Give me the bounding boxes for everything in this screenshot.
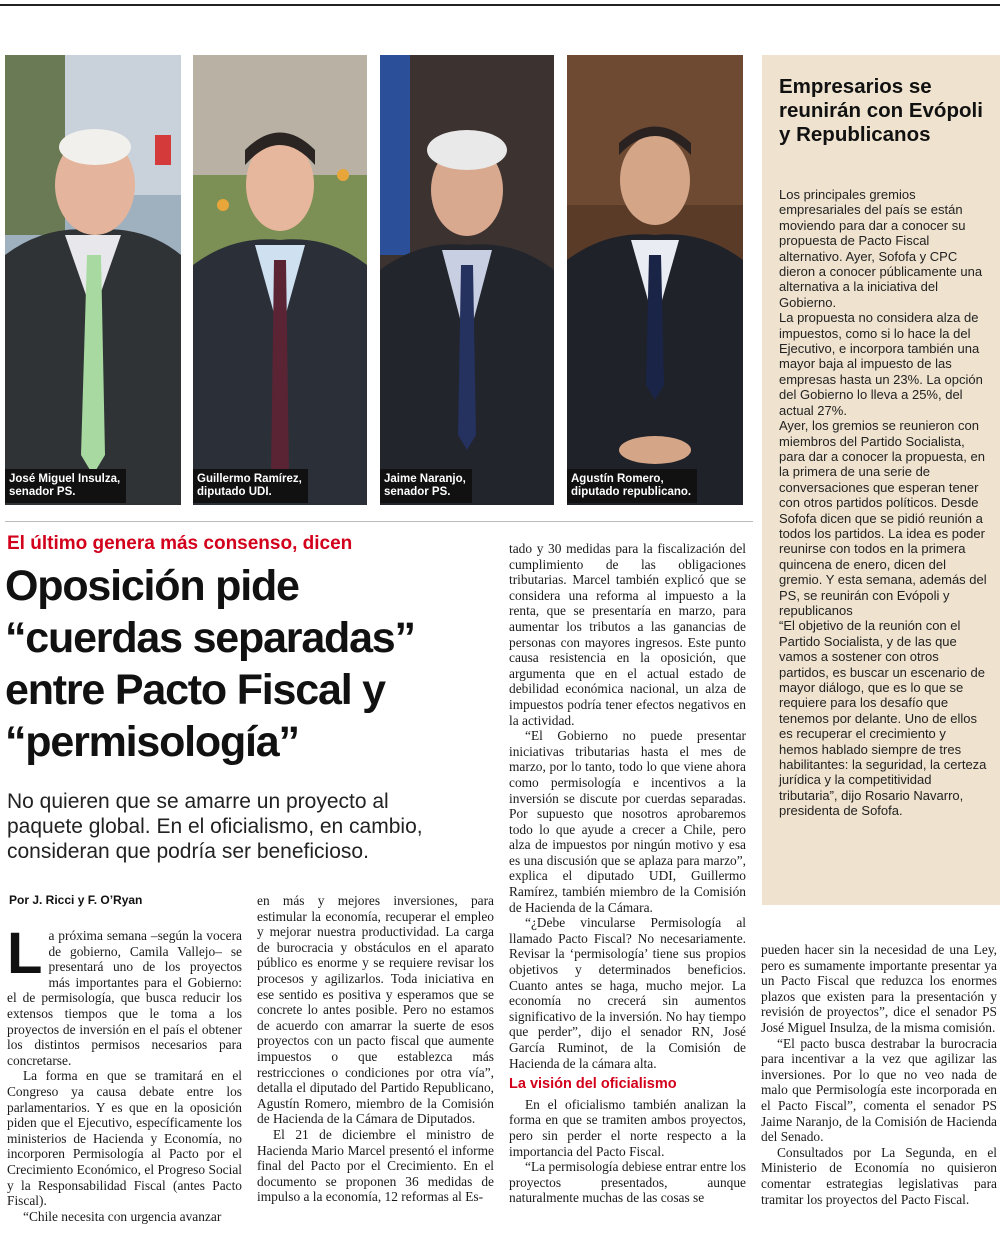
body-paragraph: en más y mejores inversiones, para estimular la economía, recuperar el empleo y mejorar nuestra productividad. La carga de burocracia y obstáculos en el aparato público es enorme y se requiere revisar los procesos y agilizarlos. Toda iniciativa en ese sentido es positiva y esperamos que se concrete lo antes posible. Pero no estamos de acuerdo con amarrar la suerte de esos proyectos con un pacto fiscal que aumente impuestos o que establezca más restricciones o condiciones por otra vía”, detalla el diputado del Partido Republicano, Agustín Romero, miembro de la Comisión de Hacienda de la Cámara de Diputados. [257, 893, 494, 1127]
headline-line: “permisología” [5, 718, 299, 766]
section-rule [5, 521, 753, 522]
headline-line: entre Pacto Fiscal y [5, 666, 385, 714]
caption-name: Agustín Romero, [571, 473, 664, 485]
top-rule [0, 4, 1000, 6]
headline-line: Oposición pide [5, 562, 299, 610]
headline [5, 560, 495, 768]
photo-romero [567, 55, 743, 505]
photo-caption [5, 469, 126, 503]
body-paragraph: “Chile necesita con urgencia avanzar [23, 1208, 222, 1224]
subheadline [7, 789, 497, 864]
subhead-line: consideran que podría ser beneficioso. [7, 840, 369, 863]
caption-role: senador PS. [9, 486, 76, 498]
sidebar-paragraph: La propuesta no considera alza de impuestos, como si lo hace la del Ejecutivo, e incorpora también una mayor baja al impuesto de las empresas hasta un 23%. La opción del Gobierno lo lleva a 25%, del actual 27%. [779, 310, 983, 418]
subhead-line: paquete global. En el oficialismo, en cambio, [7, 815, 423, 838]
article-column-1 [7, 921, 242, 1224]
body-paragraph: La forma en que se tramitará en el Congreso ya causa debate entre los parlamentarios. Y es que en la oposición piden que el Ejecutivo, específicamente los ministerios de Hacienda y Economía, no incorporen Permisología al Pacto por el Crecimiento Económico, el Progreso Social y la Responsabilidad Fiscal (antes Pacto Fiscal). [7, 1068, 242, 1209]
article-column-4 [761, 942, 997, 1207]
byline: Por J. Ricci y F. O’Ryan [9, 893, 143, 907]
sidebar-paragraph: Ayer, los gremios se reunieron con miembros del Partido Socialista, para dar a conocer la propuesta, en la primera de una serie de conversaciones que esperan tener con otros partidos políticos. Desde Sofofa dicen que se pidió reunión a todos los partidos. La idea es poder reunirse con todos en la primera quincena de enero, dicen del gremio. Y esta semana, además del PS, se reunirán con Evópoli y republicanos [779, 418, 987, 618]
body-paragraph: El 21 de diciembre el ministro de Hacienda Mario Marcel presentó el informe final del Pacto por el Crecimiento. En el documento se proponen 36 medidas de impulso a la economía, 12 reformas al Es- [257, 1126, 494, 1205]
body-paragraph: “¿Debe vincularse Permisología al llamado Pacto Fiscal? No necesariamente. Revisar la ‘permisología’ tiene sus propios objetivos y determinados beneficios. Cuanto antes se haga, mucho mejor. La economía no crecerá sin aumentos significativo de la inversión. No hay tiempo que perder”, dijo el senador RN, José García Ruminot, de la Comisión de Hacienda de la cámara alta. [509, 915, 746, 1071]
photo-caption [193, 469, 308, 503]
photo-ramirez [193, 55, 367, 505]
portrait-illustration [5, 55, 181, 505]
caption-role: diputado UDI. [197, 486, 272, 498]
body-paragraph: tado y 30 medidas para la fiscalización del cumplimiento de las obligaciones tributarias. Marcel también explicó que se considera una reforma al impuesto a la renta, que se presentaría en marzo, para aumentar los tributos a las ganancias de personas con mayores ingresos. Este punto causa resistencia en la oposición, que argumenta que en el actual estado de debilidad económica nacional, un alza de impuestos podría tener efectos negativos en la actividad. [509, 541, 746, 728]
caption-name: José Miguel Insulza, [9, 473, 121, 485]
photo-naranjo [380, 55, 554, 505]
body-paragraph: pueden hacer sin la necesidad de una Ley, pero es sumamente importante presentar ya un Pacto Fiscal que reduzca los enormes plazos que existen para la presentación y revisión de proyectos”, dice el senador PS José Miguel Insulza, de la misma comisión. [761, 942, 997, 1035]
caption-role: senador PS. [384, 486, 451, 498]
photo-caption [380, 469, 472, 503]
body-paragraph: “El Gobierno no puede presentar iniciativas tributarias hasta el mes de marzo, por lo tanto, todo lo que viene ahora como permisología e incentivos a la inversión se discute por cuerdas separadas. Por supuesto que nosotros aprobaremos todo lo que ayude a crecer a Chile, pero alza de impuestos por ningún motivo y esa es una discusión que se aplaza para marzo”, explica el diputado UDI, Guillermo Ramírez, también miembro de la Comisión de Hacienda de la Cámara. [509, 728, 746, 915]
caption-name: Guillermo Ramírez, [197, 473, 302, 485]
body-paragraph: La próxima semana –según la vocera de gobierno, Camila Vallejo– se presentará uno de los proyectos más importantes para el Gobierno: el de permisología, que busca reducir los extensos tiempos que le toma a los proyectos de inversión en el país el obtener los distintos permisos necesarios para concretarse. [7, 921, 242, 1068]
headline-line: “cuerdas separadas” [5, 614, 415, 662]
sidebar-paragraph: Los principales gremios empresariales del país se están moviendo para dar a conocer su propuesta de Pacto Fiscal alternativo. Ayer, Sofofa y CPC dieron a conocer públicamente una alternativa a la iniciativa del Gobierno. [779, 187, 983, 310]
subhead-line: No quieren que se amarre un proyecto al [7, 790, 389, 813]
portrait-illustration [567, 55, 743, 505]
article-column-2 [257, 893, 494, 1205]
body-paragraph: Consultados por La Segunda, en el Ministerio de Economía no quisieron comentar estrategias legislativas para tramitar los proyectos del Pacto Fiscal. [761, 1144, 997, 1207]
body-paragraph: En el oficialismo también analizan la forma en que se tramiten ambos proyectos, pero sin perder el norte respecto a la importancia del Pacto Fiscal. [509, 1096, 746, 1159]
sidebar-box [762, 55, 1000, 905]
sidebar-paragraph: “El objetivo de la reunión con el Partido Socialista, y de las que vamos a sostener con otros partidos, es buscar un escenario de mayor diálogo, que es lo que se requiere para los desafío que tenemos por delante. Uno de ellos es recuperar el crecimiento y hemos hablado siempre de tres habilitantes: la seguridad, la certeza jurídica y la competitividad tributaria”, dijo Rosario Navarro, presidenta de Sofofa. [779, 618, 987, 819]
section-heading: La visión del oficialismo [509, 1076, 677, 1093]
portrait-illustration [193, 55, 367, 505]
portrait-illustration [380, 55, 554, 505]
caption-name: Jaime Naranjo, [384, 473, 466, 485]
photo-caption [567, 469, 697, 503]
body-paragraph: “El pacto busca destrabar la burocracia para incentivar a la vez que agilizar las inversiones. Por lo que no veo nada de malo que Permisología este incorporada en el Pacto Fiscal”, comenta el senador PS Jaime Naranjo, de la Comisión de Hacienda del Senado. [761, 1035, 997, 1145]
sidebar-body [779, 187, 987, 819]
sidebar-title: Empresarios se reunirán con Evópoli y Republicanos [779, 75, 983, 146]
caption-role: diputado republicano. [571, 486, 692, 498]
photo-insulza [5, 55, 181, 505]
body-paragraph: “La permisología debiese entrar entre los proyectos presentados, aunque naturalmente muchas de las cosas se [509, 1159, 746, 1206]
article-column-3 [509, 541, 746, 1206]
kicker: El último genera más consenso, dicen [7, 533, 353, 554]
